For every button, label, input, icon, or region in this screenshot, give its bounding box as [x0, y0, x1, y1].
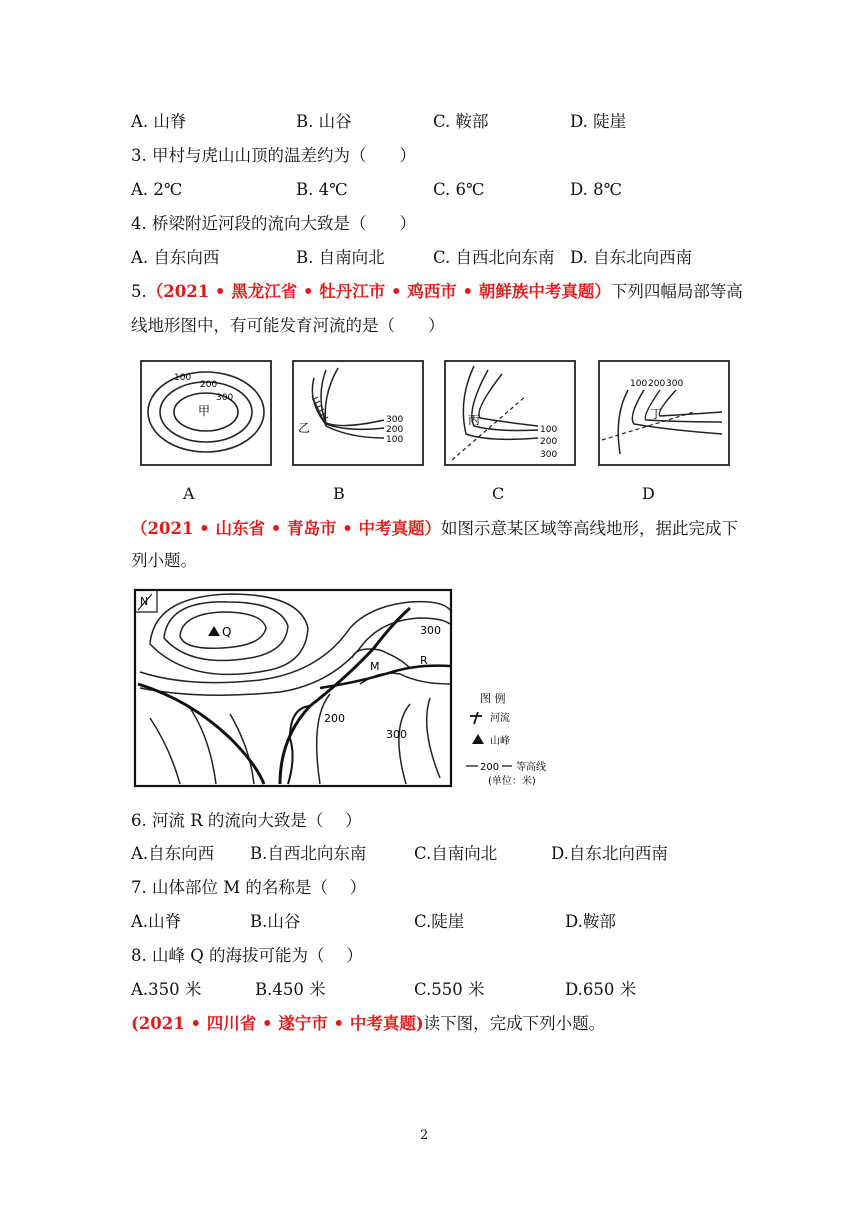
peak-q-icon — [208, 626, 220, 636]
q8-option-b: B.450 米 — [255, 980, 326, 999]
q3-stem: 3. 甲村与虎山山顶的温差约为（ ） — [131, 146, 416, 165]
map-a-label-jia: 甲 — [198, 404, 211, 418]
page-number: 2 — [420, 1128, 429, 1143]
q3-option-a: A. 2℃ — [131, 180, 183, 199]
legend-river: 河流 — [490, 713, 510, 724]
q7-option-b: B.山谷 — [250, 912, 301, 931]
group3-intro-text: 读下图，完成下列小题。 — [423, 1014, 606, 1033]
q6-option-c: C.自南向北 — [414, 844, 498, 863]
map-a-label-200: 200 — [200, 380, 218, 390]
q2-option-c: C. 鞍部 — [433, 112, 489, 131]
q6-option-d: D.自东北向西南 — [551, 844, 668, 863]
contour-label-200: 200 — [324, 712, 345, 725]
map-d-label-300: 300 — [666, 379, 684, 389]
q2-option-b: B. 山谷 — [296, 112, 352, 131]
q8-option-c: C.550 米 — [414, 980, 485, 999]
contour-label-300-lower: 300 — [386, 728, 407, 741]
q3-option-d: D. 8℃ — [570, 180, 623, 199]
map-d-label-200: 200 — [648, 379, 666, 389]
q6-stem: 6. 河流 R 的流向大致是（ ） — [131, 811, 362, 830]
q5-map-c — [444, 360, 576, 466]
q4-stem: 4. 桥梁附近河段的流向大致是（ ） — [131, 214, 416, 233]
group2-intro-line2: 列小题。 — [131, 551, 197, 570]
map-d-label-100: 100 — [630, 379, 648, 389]
map-b-label-100: 100 — [386, 435, 404, 445]
group2-source: （2021 • 山东省 • 青岛市 • 中考真题） — [131, 519, 442, 538]
contour-label-300-upper: 300 — [420, 624, 441, 637]
map-a-label-100: 100 — [174, 373, 192, 383]
map-a-label-300: 300 — [216, 393, 234, 403]
map-c-label-bing: 丙 — [468, 413, 481, 427]
map-c-label-100: 100 — [540, 425, 558, 435]
group2-intro-a: 如图示意某区域等高线地形，据此完成下 — [441, 519, 739, 538]
peak-q-label: Q — [222, 625, 232, 639]
q4-option-a: A. 自东向西 — [131, 248, 220, 267]
group3-intro — [131, 1013, 605, 1035]
q5-map-a — [140, 360, 272, 466]
map-b-label-yi: 乙 — [298, 421, 311, 435]
q5-stem-a: 下列四幅局部等高 — [610, 282, 743, 301]
legend-peak: 山峰 — [490, 736, 510, 747]
group2-intro-line1 — [131, 518, 738, 540]
group3-source: (2021 • 四川省 • 遂宁市 • 中考真题) — [131, 1014, 424, 1033]
q4-option-d: D. 自东北向西南 — [570, 248, 693, 267]
q7-stem: 7. 山体部位 M 的名称是（ ） — [131, 878, 367, 897]
peak-legend-icon — [472, 734, 484, 744]
q4-option-b: B. 自南向北 — [296, 248, 385, 267]
q3-option-b: B. 4℃ — [296, 180, 348, 199]
q5-source: （2021 • 黑龙江省 • 牡丹江市 • 鸡西市 • 朝鲜族中考真题） — [146, 282, 611, 301]
q5-number: 5. — [131, 282, 147, 301]
q7-option-a: A.山脊 — [131, 912, 182, 931]
q4-option-c: C. 自西北向东南 — [433, 248, 555, 267]
q5-caption-d: D — [642, 484, 655, 503]
map-b-label-300: 300 — [386, 415, 404, 425]
q3-option-c: C. 6℃ — [433, 180, 485, 199]
map-c-label-300: 300 — [540, 450, 558, 460]
q6-option-b: B.自西北向东南 — [250, 844, 367, 863]
q7-option-c: C.陡崖 — [414, 912, 465, 931]
map-b-label-200: 200 — [386, 425, 404, 435]
legend-contour: 等高线 — [516, 762, 546, 773]
q2-option-d: D. 陡崖 — [570, 112, 627, 131]
q5-map-b — [292, 360, 424, 466]
q5-caption-b: B — [333, 484, 345, 503]
q6-option-a: A.自东向西 — [131, 844, 215, 863]
legend-title: 图 例 — [480, 692, 506, 705]
q8-option-d: D.650 米 — [565, 980, 637, 999]
q5-map-d — [598, 360, 730, 466]
map-c-label-200: 200 — [540, 437, 558, 447]
q5-stem-line2: 线地形图中，有可能发育河流的是（ ） — [131, 316, 445, 335]
r-label: R — [420, 654, 428, 667]
q5-caption-c: C — [492, 484, 505, 503]
legend-contour-value: 200 — [480, 762, 500, 773]
q8-option-a: A.350 米 — [131, 980, 202, 999]
river-legend-icon — [470, 712, 482, 724]
q7-option-d: D.鞍部 — [565, 912, 616, 931]
q2-option-a: A. 山脊 — [131, 112, 187, 131]
contour-map — [130, 588, 590, 790]
north-arrow-label: N — [140, 595, 149, 608]
map-d-label-ding: 丁 — [650, 407, 663, 421]
q5-stem-line1 — [131, 281, 743, 303]
legend — [466, 691, 546, 787]
q8-stem: 8. 山峰 Q 的海拔可能为（ ） — [131, 946, 363, 965]
q5-caption-a: A — [183, 484, 195, 503]
m-label: M — [370, 660, 380, 673]
legend-unit: (单位：米) — [488, 776, 536, 787]
